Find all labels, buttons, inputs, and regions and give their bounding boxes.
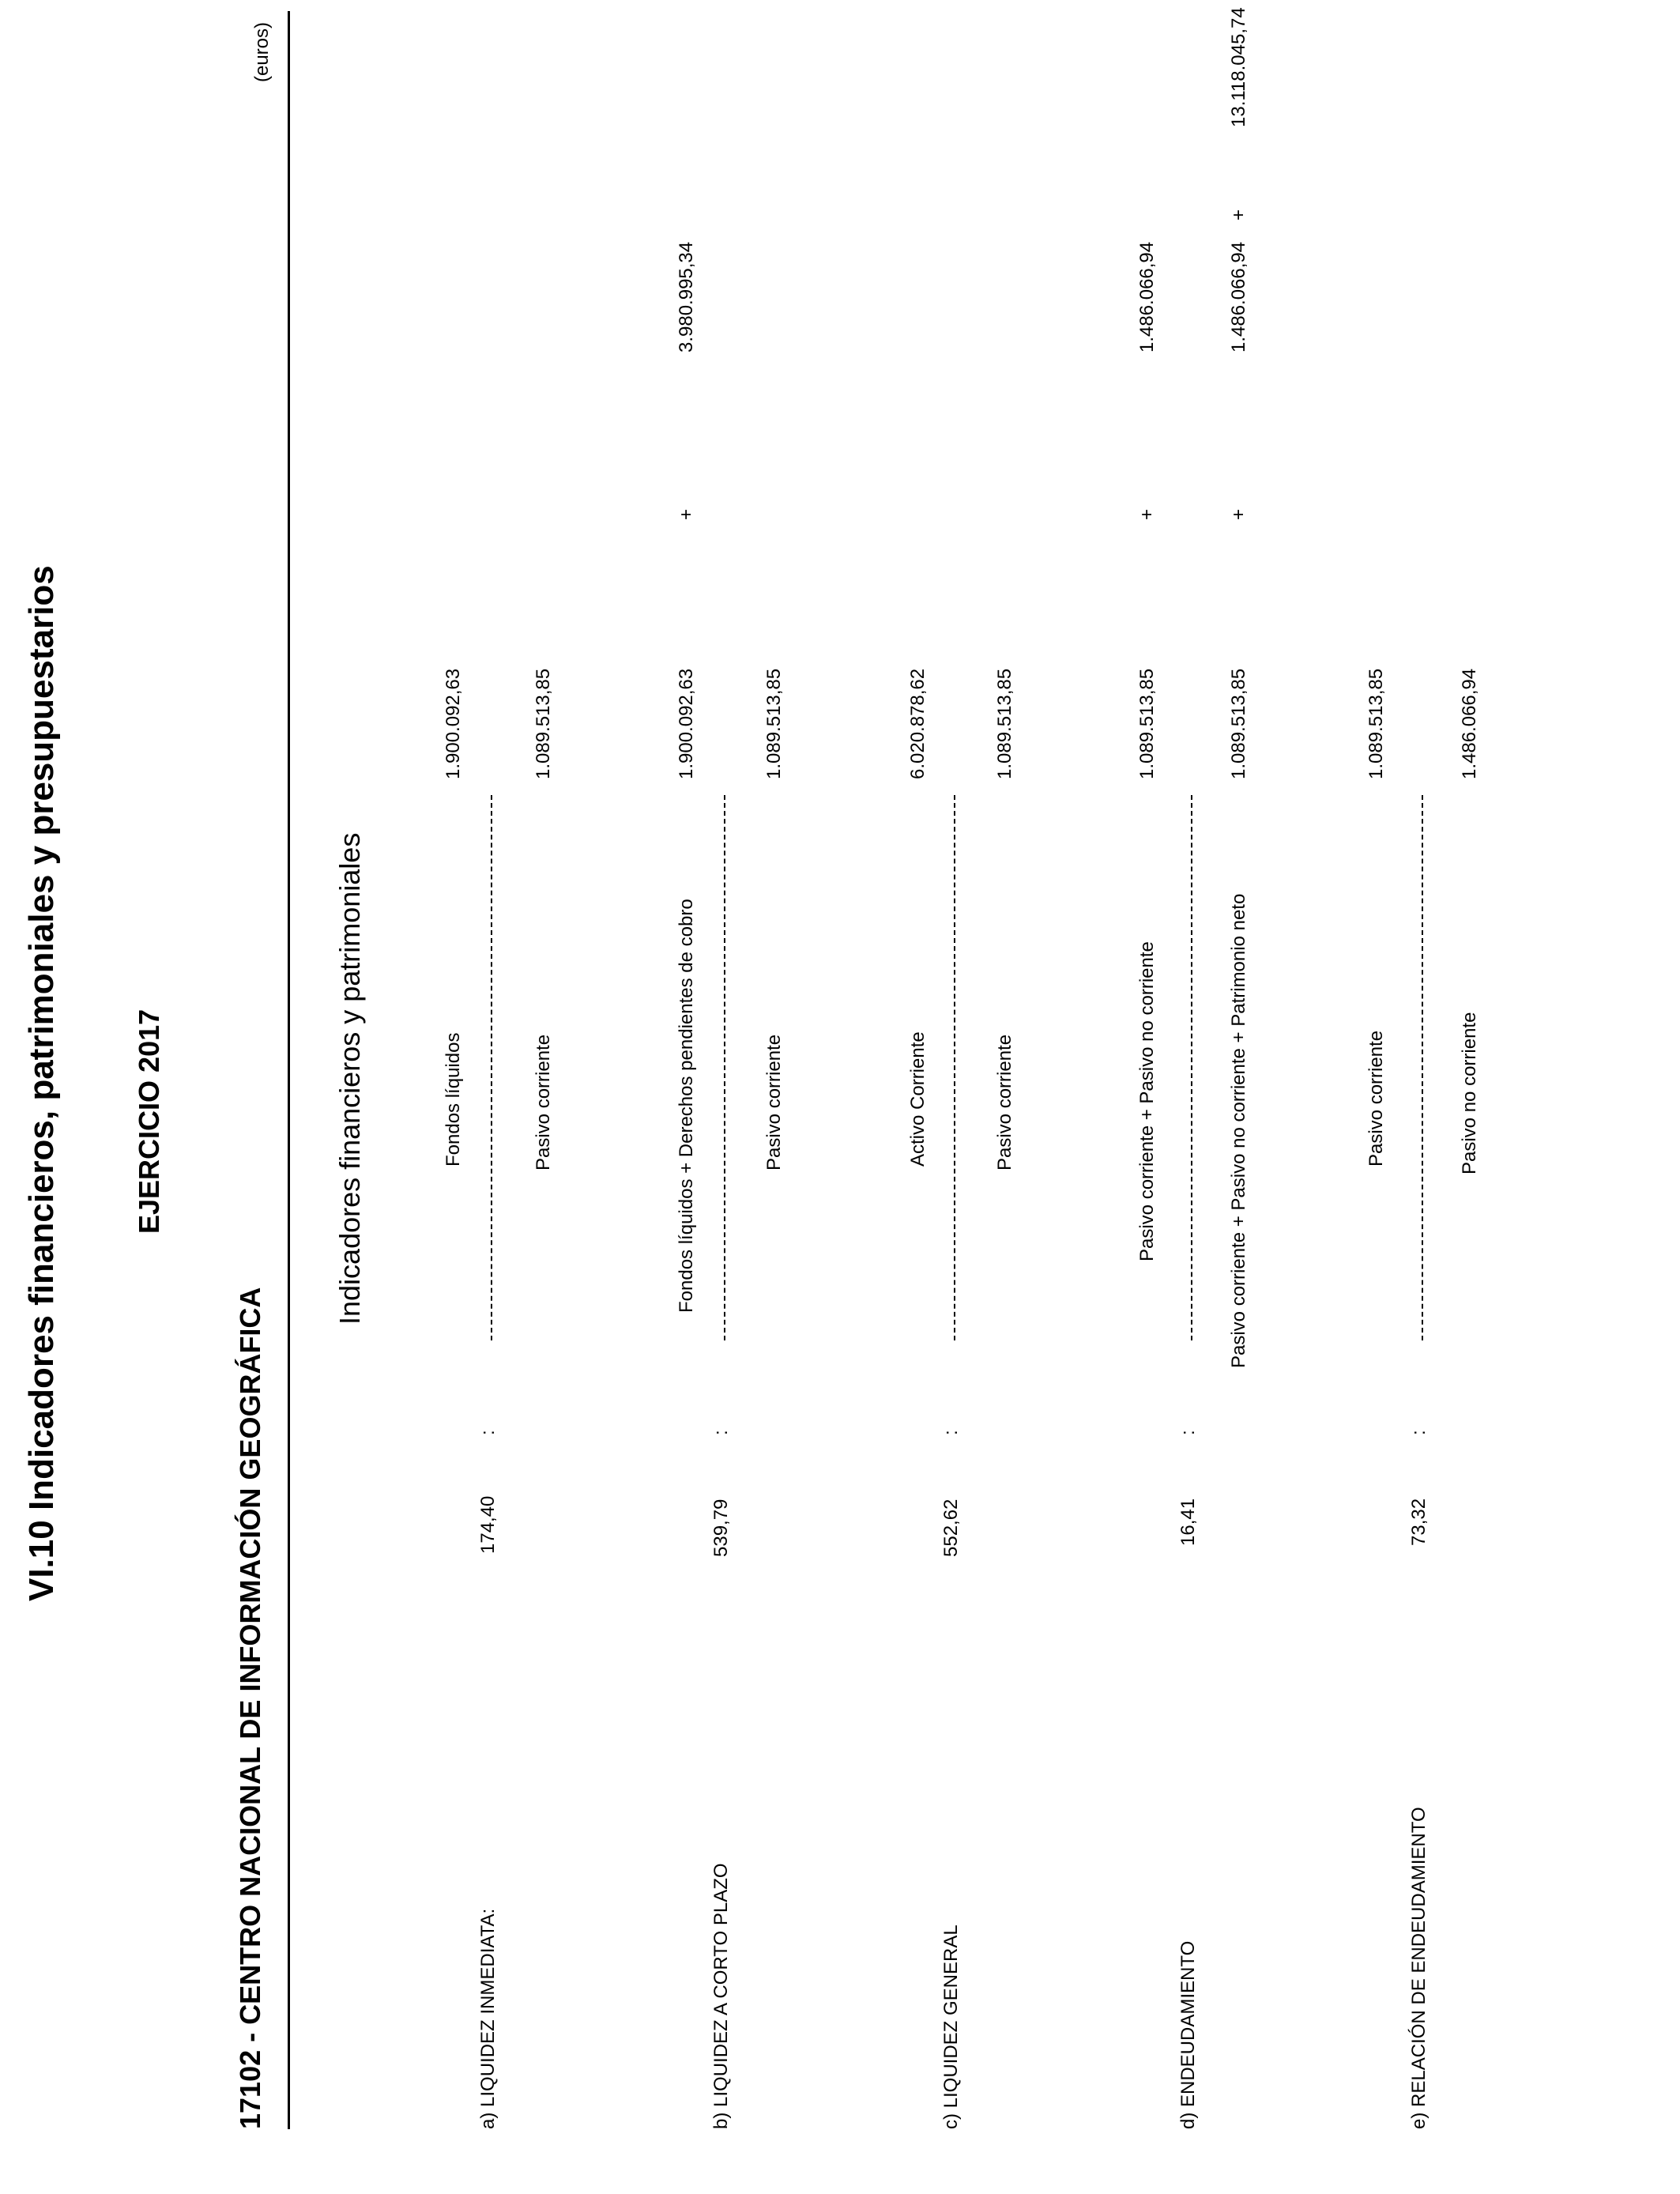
entity-name: 17102 - CENTRO NACIONAL DE INFORMACIÓN GEOGRÁFICA [234,1287,266,2129]
numerator-term: 3.980.995,34 [676,241,697,352]
indicator-colon: : [477,1430,499,1435]
numerator-term: 1.486.066,94 [1136,241,1158,352]
indicator-value: 73,32 [1408,1498,1430,1546]
units-label: (euros) [251,21,273,82]
denominator-term: 1.089.513,85 [994,668,1015,779]
denominator-text: Pasivo corriente [763,1034,785,1171]
denominator-term: 13.118.045,74 [1228,7,1249,127]
denominator-text: Pasivo corriente [533,1034,554,1171]
indicator-value: 174,40 [477,1495,499,1554]
denominator-term: 1.089.513,85 [763,668,785,779]
denominator-term: 1.089.513,85 [1228,668,1249,779]
numerator-term: 1.089.513,85 [1365,668,1387,779]
indicator-value: 16,41 [1177,1498,1199,1546]
indicator-value: 552,62 [940,1498,962,1557]
numerator-text: Fondos líquidos + Derechos pendientes de cobro [676,899,697,1313]
indicator-label: e) RELACIÓN DE ENDEUDAMIENTO [1408,1807,1430,2129]
fraction-line [724,795,725,1340]
numerator-term: 1.900.092,63 [676,668,697,779]
section-title: Indicadores financieros y patrimoniales [333,832,366,1325]
numerator-term: 1.089.513,85 [1136,668,1158,779]
fraction-line [954,795,955,1340]
numerator-text: Activo Corriente [907,1031,929,1167]
plus-operator: + [1228,508,1249,520]
denominator-text: Pasivo corriente [994,1034,1015,1171]
numerator-text: Pasivo corriente + Pasivo no corriente [1136,941,1158,1261]
fraction-line [1191,795,1192,1340]
numerator-text: Fondos líquidos [443,1032,464,1167]
plus-operator: + [676,508,697,520]
numerator-term: 6.020.878,62 [907,668,929,779]
numerator-term: 1.900.092,63 [443,668,464,779]
plus-operator: + [1228,209,1249,221]
indicator-colon: : [710,1430,732,1435]
numerator-text: Pasivo corriente [1365,1030,1387,1167]
indicator-label: a) LIQUIDEZ INMEDIATA: [477,1908,499,2129]
indicator-colon: : [1177,1430,1199,1435]
denominator-text: Pasivo corriente + Pasivo no corriente + Patrimonio neto [1228,893,1249,1368]
ejercicio-label: EJERCICIO 2017 [133,1008,165,1234]
fraction-line [1422,795,1423,1340]
denominator-term: 1.486.066,94 [1459,668,1480,779]
header-top-rule [288,11,290,2129]
indicator-label: d) ENDEUDAMIENTO [1177,1940,1199,2129]
page-title: VI.10 Indicadores financieros, patrimoniales y presupuestarios [22,565,61,1601]
denominator-text: Pasivo no corriente [1459,1012,1480,1174]
indicator-value: 539,79 [710,1498,732,1557]
denominator-term: 1.089.513,85 [533,668,554,779]
indicator-label: b) LIQUIDEZ A CORTO PLAZO [710,1863,732,2129]
denominator-term: 1.486.066,94 [1228,241,1249,352]
indicator-colon: : [940,1430,962,1435]
indicator-label: c) LIQUIDEZ GENERAL [940,1924,962,2129]
indicator-colon: : [1408,1430,1430,1435]
plus-operator: + [1136,508,1158,520]
fraction-line [491,795,492,1340]
